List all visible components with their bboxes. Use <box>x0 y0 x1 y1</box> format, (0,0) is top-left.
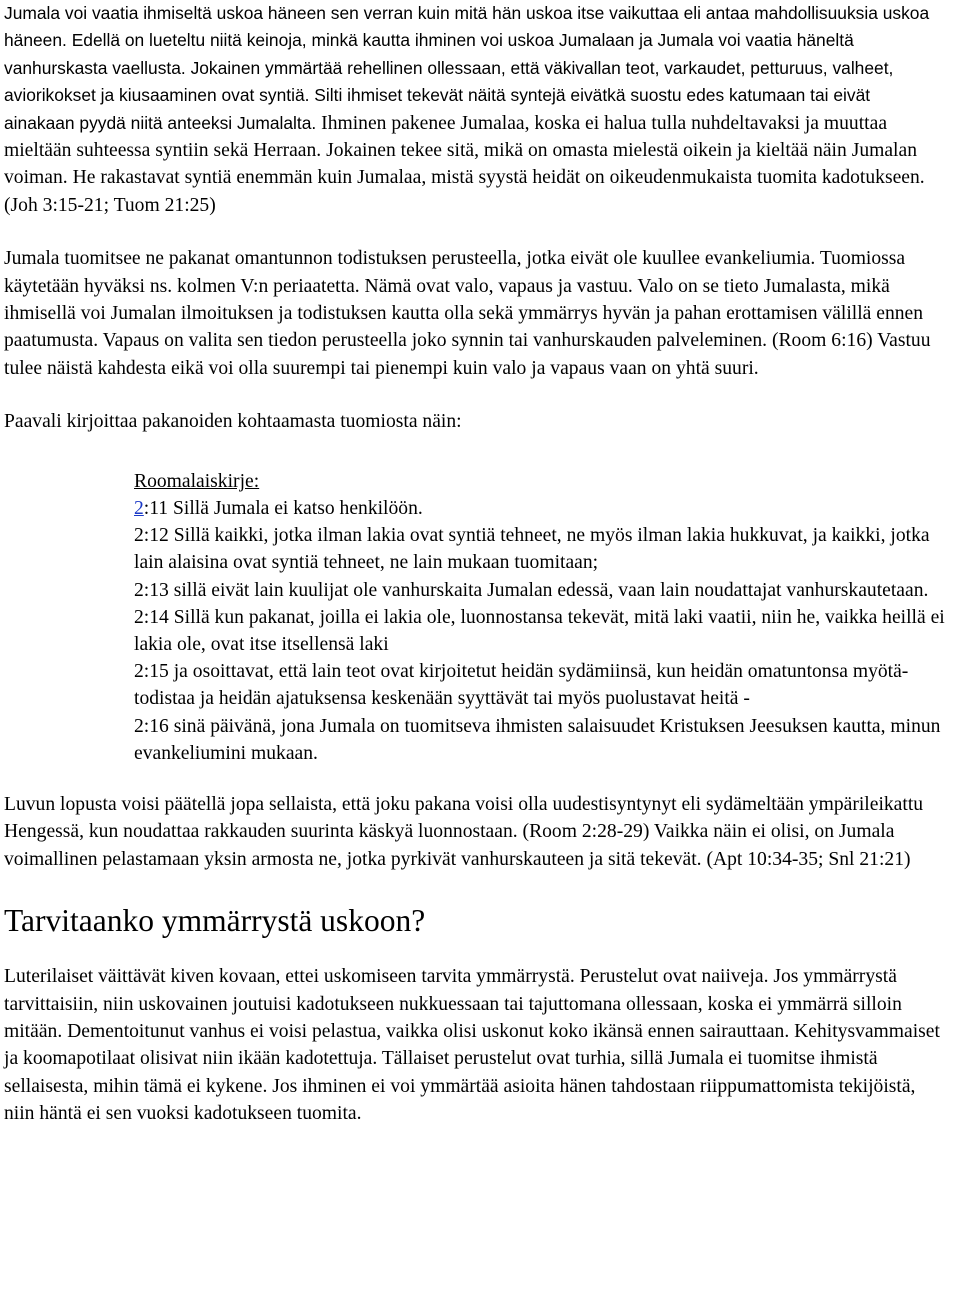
spacer <box>4 873 960 901</box>
verse-2-15: 2:15 ja osoittavat, että lain teot ovat kirjoitetut heidän sydämiinsä, kun heidän omatuntonsa myötä-todistaa ja heidän ajatuksensa keskenään syyttävät tai myös puolustavat heitä - <box>134 661 909 710</box>
paragraph-2: Jumala tuomitsee ne pakanat omantunnon todistuksen perusteella, jotka eivät ole kuullee evankeliumia. Tuomiossa käytetään hyväksi ns. kolmen V:n periaatetta. Nämä ovat valo, vapaus ja vastuu. Valo on se tieto Jumalasta, mikä ihmisellä voi Jumalan ilmoituksen ja todistuksen kautta olla sekä ymmärrys hyvän ja pahan erottamisen välillä ennen paatumusta. Vapaus on valita sen tiedon perusteella joko synnin tai vanhurskauden palveleminen. (Room 6:16) Vastuu tulee näistä kahdesta eikä voi olla suurempi tai pienempi kuin valo ja vapaus vaan on yhtä suuri. <box>4 248 931 379</box>
paragraph-5: Luterilaiset väittävät kiven kovaan, ettei uskomiseen tarvita ymmärrystä. Perustelut ovat naiiveja. Jos ymmärrystä tarvittaisiin, niin uskovainen joutuisi kadotukseen nukkuessaan tai tajuttomana ollessaan, koska ei ymmärrä silloin mitään. Dementoitunut vanhus ei voisi pelastua, vaikka olisi uskonut koko ikänsä ennen sairauttaan. Kehitysvammaiset ja koomapotilaat olisivat niin ikään kadotettuja. Tällaiset perustelut ovat turhia, sillä Jumala ei tuomitse ihmistä sellaisesta, mihin tämä ei kykene. Jos ihminen ei voi ymmärtää asioita hänen tahdostaan riippumattomista tekijöistä, niin häntä ei sen vuoksi kadotukseen tuomita. <box>4 966 940 1125</box>
paragraph-1-sans-part: Jumala voi vaatia ihmiseltä uskoa häneen sen verran kuin mitä hän uskoa itse vaikuttaa eli antaa mahdollisuuksia uskoa häneen. Edellä on lueteltu niitä keinoja, minkä kautta ihminen voi uskoa Jumalaan ja Jumala voi vaatia häneltä vanhurskasta vaellusta. Jokainen ymmärtää rehellinen ollessaan, että väkivallan teot, varkaudet, petturuus, valheet, aviorikokset ja kiusaaminen ovat syntiä. Silti ihmiset tekevät näitä syntejä eivätkä suostu edes katumaan tai eivät ainakaan pyydä niitä anteeksi Jumalalta. <box>4 3 930 133</box>
verse-2-13: 2:13 sillä eivät lain kuulijat ole vanhurskaita Jumalan edessä, vaan lain noudattajat vanhurskautetaan. <box>134 579 929 601</box>
paragraph-1 <box>4 0 944 219</box>
chapter-link[interactable]: 2 <box>134 497 144 519</box>
spacer <box>4 382 960 408</box>
scripture-quote <box>134 468 960 767</box>
quote-title: Roomalaiskirje: <box>134 470 260 492</box>
spacer <box>4 767 960 791</box>
paragraph-3: Paavali kirjoittaa pakanoiden kohtaamasta tuomiosta näin: <box>4 411 462 433</box>
verse-2-11 <box>134 495 960 522</box>
paragraph-1-serif-part: Ihminen pakenee Jumalaa, koska ei halua tulla nuhdeltavaksi ja muuttaa mieltään suhteessa syntiin sekä Herraan. Jokainen tekee sitä, mikä on omasta mielestä oikein ja kieltää näin Jumalan voiman. He rakastavat syntiä enemmän kuin Jumalaa, mistä syystä heidät on oikeudenmukaista tuomita kadotukseen. (Joh 3:15-21; Tuom 21:25) <box>4 112 925 216</box>
spacer <box>4 941 960 963</box>
paragraph-4: Luvun lopusta voisi päätellä jopa sellaista, että joku pakana voisi olla uudestisyntynyt eli sydämeltään ympärileikattu Hengessä, kun noudattaa rakkauden suurinta käskyä luonnostaan. (Room 2:28-29) Vaikka näin ei olisi, on Jumala voimallinen pelastamaan yksin armosta ne, jotka pyrkivät vanhurskauteen ja sitä tekevät. (Apt 10:34-35; Snl 21:21) <box>4 793 924 870</box>
spacer <box>4 219 960 245</box>
verse-2-11-text: :11 Sillä Jumala ei katso henkilöön. <box>143 497 423 519</box>
verse-2-12: 2:12 Sillä kaikki, jotka ilman lakia ovat syntiä tehneet, ne myös ilman lakia hukkuvat, ja kaikki, jotka lain alaisina ovat syntiä tehneet, ne lain mukaan tuomitaan; <box>134 525 930 574</box>
verse-2-16: 2:16 sinä päivänä, jona Jumala on tuomitseva ihmisten salaisuudet Kristuksen Jeesuksen kautta, minun evankeliumini mukaan. <box>134 715 941 764</box>
spacer <box>4 436 960 468</box>
section-heading: Tarvitaanko ymmärrystä uskoon? <box>4 903 426 939</box>
verse-2-14: 2:14 Sillä kun pakanat, joilla ei lakia ole, luonnostansa tekevät, mitä laki vaatii, niin he, vaikka heillä ei lakia ole, ovat itse itsellensä laki <box>134 606 945 655</box>
